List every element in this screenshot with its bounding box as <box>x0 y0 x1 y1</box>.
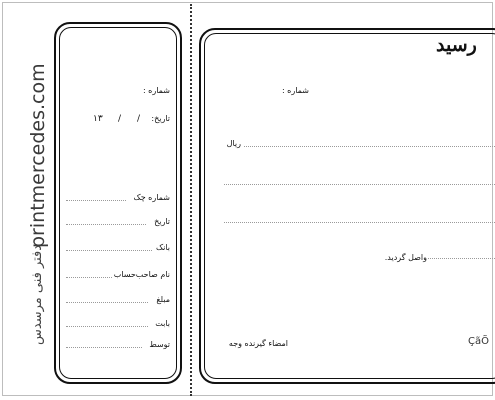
stub-field-account-holder: نام صاحب‌حساب <box>113 270 170 279</box>
stub-number-label: شماره : <box>142 86 170 95</box>
receipt-amount-line <box>244 146 495 147</box>
stub-field-line <box>66 200 126 201</box>
receipt-text-line <box>224 184 495 185</box>
stub-field-bank: بانک <box>155 243 170 252</box>
receipt-currency-label: ریال <box>226 139 241 148</box>
stub-field-line <box>66 326 148 327</box>
stub-field-purpose: بابت <box>155 319 170 328</box>
stub-field-amount: مبلغ <box>156 295 170 304</box>
receipt-number-label: شماره : <box>281 86 309 95</box>
receipt-text-line <box>224 222 495 223</box>
receipt-card-inner-border <box>204 33 495 379</box>
stub-field-by: توسط <box>149 340 170 349</box>
receipt-brand-mark: ÇãÕ <box>468 336 489 347</box>
stub-field-cheque-number: شماره چک <box>133 193 170 202</box>
stub-field-line <box>66 347 142 348</box>
stub-field-line <box>66 250 152 251</box>
receipt-signature-label: امضاء گیرنده وجه <box>228 339 288 348</box>
stub-field-line <box>66 302 148 303</box>
receipt-text-line <box>428 258 495 259</box>
receipt-received-text: واصل گردید. <box>384 253 427 262</box>
stub-field-date: تاریخ <box>154 217 170 226</box>
stub-date-year: ۱۳ <box>93 114 103 124</box>
brand-url: printmercedes.com <box>27 63 49 248</box>
stub-field-line <box>66 224 146 225</box>
perforation-line <box>190 4 192 396</box>
stub-date-separator: / <box>137 114 141 124</box>
office-name: دفتر فنی مرسدس <box>30 244 45 345</box>
stub-date-separator: / <box>118 114 122 124</box>
stub-date-label: تاریخ: <box>151 114 170 123</box>
receipt-title: رسید <box>436 34 477 56</box>
stub-field-line <box>66 277 112 278</box>
